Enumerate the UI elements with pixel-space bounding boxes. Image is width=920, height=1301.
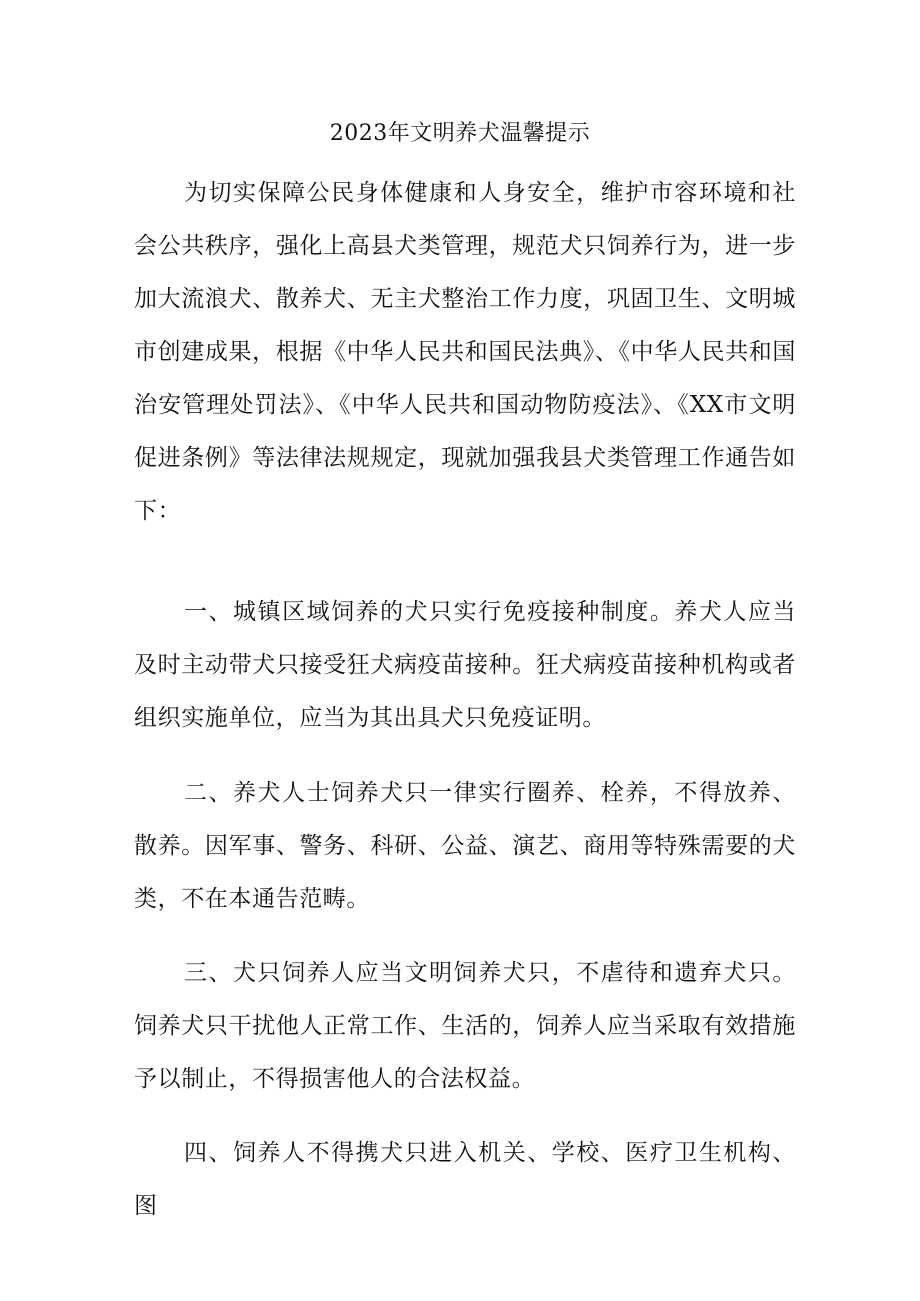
clause-4-paragraph: 四、饲养人不得携犬只进入机关、学校、医疗卫生机构、图 <box>134 1140 796 1219</box>
clause-3-paragraph: 三、犬只饲养人应当文明饲养犬只，不虐待和遗弃犬只。饲养犬只干扰他人正常工作、生活的，饲养人应当采取有效措施予以制止，不得损害他人的合法权益。 <box>134 960 796 1092</box>
clause-2-paragraph: 二、养犬人士饲养犬只一律实行圈养、栓养，不得放养、散养。因军事、警务、科研、公益、演艺、商用等特殊需要的犬类，不在本通告范畴。 <box>134 780 796 912</box>
clause-1-paragraph: 一、城镇区域饲养的犬只实行免疫接种制度。养犬人应当及时主动带犬只接受狂犬病疫苗接种。狂犬病疫苗接种机构或者组织实施单位，应当为其出具犬只免疫证明。 <box>134 599 796 731</box>
document-title: 2023年文明养犬温馨提示 <box>329 121 591 146</box>
intro-paragraph: 为切实保障公民身体健康和人身安全，维护市容环境和社会公共秩序，强化上高县犬类管理，规范犬只饲养行为，进一步加大流浪犬、散养犬、无主犬整治工作力度，巩固卫生、文明城市创建成果，根据《中华人民共和国民法典》、《中华人民共和国治安管理处罚法》、《中华人民共和国动物防疫法》、《XX市文明促进条例》等法律法规规定，现就加强我县犬类管理工作通告如下： <box>134 180 796 524</box>
